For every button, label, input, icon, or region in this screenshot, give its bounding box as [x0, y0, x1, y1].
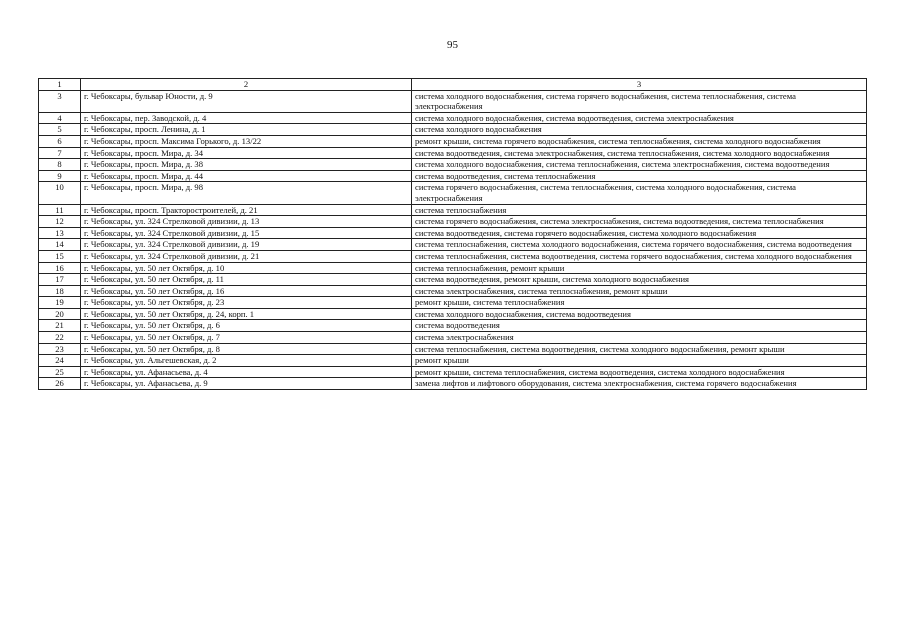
works-cell: система холодного водоснабжения, система водоотведения, система электроснабжения	[412, 112, 867, 124]
page-number: 95	[447, 39, 458, 51]
address-cell: г. Чебоксары, ул. 324 Стрелковой дивизии, д. 15	[81, 227, 412, 239]
table-row	[39, 227, 867, 239]
works-cell: система теплоснабжения, система водоотведения, система холодного водоснабжения, ремонт крыши	[412, 343, 867, 355]
address-cell: г. Чебоксары, ул. 50 лет Октября, д. 8	[81, 343, 412, 355]
address-cell: г. Чебоксары, ул. 50 лет Октября, д. 23	[81, 297, 412, 309]
address-cell: г. Чебоксары, просп. Ленина, д. 1	[81, 124, 412, 136]
table-row	[39, 159, 867, 171]
row-number-cell: 13	[39, 227, 81, 239]
address-cell: г. Чебоксары, ул. 50 лет Октября, д. 11	[81, 274, 412, 286]
works-cell: система теплоснабжения, система холодного водоснабжения, система горячего водоснабжения, система водоотведения	[412, 239, 867, 251]
address-cell: г. Чебоксары, ул. 324 Стрелковой дивизии, д. 21	[81, 250, 412, 262]
table-row	[39, 135, 867, 147]
row-number-cell: 14	[39, 239, 81, 251]
address-cell: г. Чебоксары, ул. 50 лет Октября, д. 16	[81, 285, 412, 297]
address-cell: г. Чебоксары, ул. 50 лет Октября, д. 10	[81, 262, 412, 274]
works-cell: ремонт крыши, система теплоснабжения, система водоотведения, система холодного водоснабжения	[412, 366, 867, 378]
column-header: 3	[412, 79, 867, 91]
address-cell: г. Чебоксары, просп. Мира, д. 38	[81, 159, 412, 171]
table-row	[39, 204, 867, 216]
table-row	[39, 262, 867, 274]
address-cell: г. Чебоксары, пер. Заводской, д. 4	[81, 112, 412, 124]
works-cell: система холодного водоснабжения, система теплоснабжения, система электроснабжения, система водоотведения	[412, 159, 867, 171]
table-row	[39, 250, 867, 262]
row-number-cell: 18	[39, 285, 81, 297]
table-row	[39, 366, 867, 378]
row-number-cell: 16	[39, 262, 81, 274]
row-number-cell: 12	[39, 216, 81, 228]
table-row	[39, 182, 867, 204]
table-body	[39, 79, 867, 390]
works-cell: система холодного водоснабжения	[412, 124, 867, 136]
works-cell: система электроснабжения	[412, 332, 867, 344]
row-number-cell: 5	[39, 124, 81, 136]
works-cell: ремонт крыши, система теплоснабжения	[412, 297, 867, 309]
row-number-cell: 22	[39, 332, 81, 344]
works-cell: система холодного водоснабжения, система горячего водоснабжения, система теплоснабжения, система электроснабжения	[412, 90, 867, 112]
works-cell: система водоотведения, система теплоснабжения	[412, 170, 867, 182]
works-cell: система водоотведения, система электроснабжения, система теплоснабжения, система холодного водоснабжения	[412, 147, 867, 159]
table-row	[39, 378, 867, 390]
row-number-cell: 26	[39, 378, 81, 390]
table-row	[39, 308, 867, 320]
row-number-cell: 8	[39, 159, 81, 171]
row-number-cell: 19	[39, 297, 81, 309]
row-number-cell: 15	[39, 250, 81, 262]
works-cell: система теплоснабжения	[412, 204, 867, 216]
address-cell: г. Чебоксары, ул. Альгешевская, д. 2	[81, 355, 412, 367]
address-cell: г. Чебоксары, просп. Мира, д. 98	[81, 182, 412, 204]
address-cell: г. Чебоксары, ул. 50 лет Октября, д. 7	[81, 332, 412, 344]
address-cell: г. Чебоксары, ул. 324 Стрелковой дивизии, д. 13	[81, 216, 412, 228]
table-row	[39, 274, 867, 286]
works-cell: система холодного водоснабжения, система водоотведения	[412, 308, 867, 320]
table-row	[39, 239, 867, 251]
row-number-cell: 10	[39, 182, 81, 204]
table-row	[39, 332, 867, 344]
address-cell: г. Чебоксары, ул. Афанасьева, д. 4	[81, 366, 412, 378]
address-cell: г. Чебоксары, просп. Максима Горького, д. 13/22	[81, 135, 412, 147]
row-number-cell: 9	[39, 170, 81, 182]
address-cell: г. Чебоксары, просп. Мира, д. 44	[81, 170, 412, 182]
table-row	[39, 147, 867, 159]
works-cell: система горячего водоснабжения, система теплоснабжения, система холодного водоснабжения, система электроснабжения	[412, 182, 867, 204]
works-cell: система водоотведения	[412, 320, 867, 332]
works-table	[38, 78, 867, 390]
row-number-cell: 3	[39, 90, 81, 112]
table-row	[39, 343, 867, 355]
row-number-cell: 4	[39, 112, 81, 124]
table-row	[39, 112, 867, 124]
works-cell: система электроснабжения, система теплоснабжения, ремонт крыши	[412, 285, 867, 297]
table-row	[39, 170, 867, 182]
works-cell: система водоотведения, ремонт крыши, система холодного водоснабжения	[412, 274, 867, 286]
table-row	[39, 124, 867, 136]
works-cell: ремонт крыши	[412, 355, 867, 367]
works-cell: система теплоснабжения, система водоотведения, система горячего водоснабжения, система холодного водоснабжения	[412, 250, 867, 262]
works-cell: ремонт крыши, система горячего водоснабжения, система теплоснабжения, система холодного водоснабжения	[412, 135, 867, 147]
table-row	[39, 320, 867, 332]
table-header-row	[39, 79, 867, 91]
works-cell: система теплоснабжения, ремонт крыши	[412, 262, 867, 274]
row-number-cell: 11	[39, 204, 81, 216]
table-row	[39, 90, 867, 112]
row-number-cell: 24	[39, 355, 81, 367]
column-header: 1	[39, 79, 81, 91]
address-cell: г. Чебоксары, просп. Мира, д. 34	[81, 147, 412, 159]
row-number-cell: 6	[39, 135, 81, 147]
table-row	[39, 355, 867, 367]
works-cell: замена лифтов и лифтового оборудования, система электроснабжения, система горячего водоснабжения	[412, 378, 867, 390]
address-cell: г. Чебоксары, ул. 50 лет Октября, д. 24, корп. 1	[81, 308, 412, 320]
row-number-cell: 17	[39, 274, 81, 286]
address-cell: г. Чебоксары, просп. Тракторостроителей, д. 21	[81, 204, 412, 216]
row-number-cell: 23	[39, 343, 81, 355]
address-cell: г. Чебоксары, ул. 324 Стрелковой дивизии, д. 19	[81, 239, 412, 251]
row-number-cell: 21	[39, 320, 81, 332]
works-cell: система водоотведения, система горячего водоснабжения, система холодного водоснабжения	[412, 227, 867, 239]
address-cell: г. Чебоксары, ул. Афанасьева, д. 9	[81, 378, 412, 390]
row-number-cell: 20	[39, 308, 81, 320]
table-row	[39, 297, 867, 309]
row-number-cell: 25	[39, 366, 81, 378]
row-number-cell: 7	[39, 147, 81, 159]
column-header: 2	[81, 79, 412, 91]
table-row	[39, 285, 867, 297]
address-cell: г. Чебоксары, ул. 50 лет Октября, д. 6	[81, 320, 412, 332]
works-cell: система горячего водоснабжения, система электроснабжения, система водоотведения, система теплоснабжения	[412, 216, 867, 228]
address-cell: г. Чебоксары, бульвар Юности, д. 9	[81, 90, 412, 112]
table-row	[39, 216, 867, 228]
